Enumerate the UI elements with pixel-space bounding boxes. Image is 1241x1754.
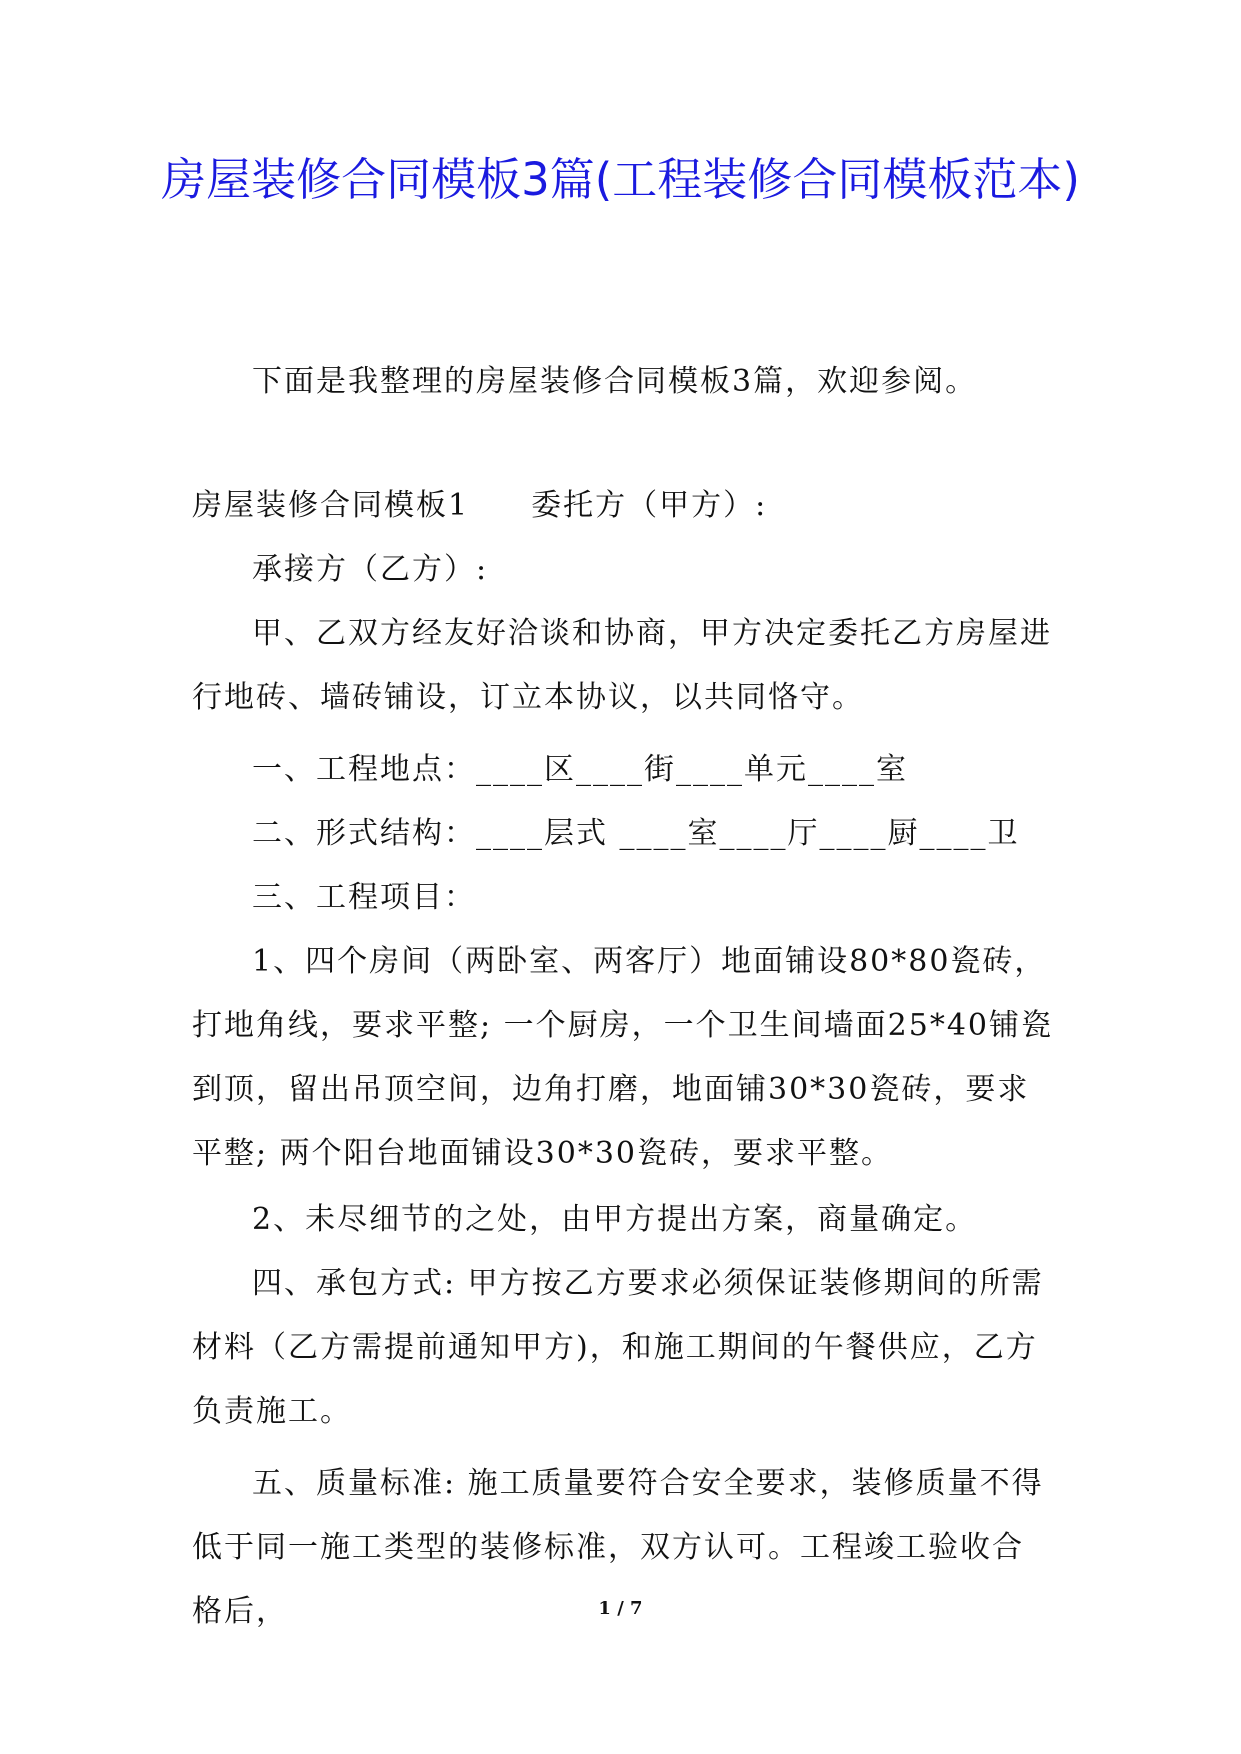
- party-b-label: 承接方（乙方）:: [252, 552, 489, 587]
- model-1-label: 房屋装修合同模板1: [192, 488, 470, 523]
- intro-paragraph: 下面是我整理的房屋装修合同模板3篇，欢迎参阅。: [252, 364, 978, 399]
- item-2-paragraph: 2、未尽细节的之处，由甲方提出方案，商量确定。: [252, 1202, 978, 1237]
- contract-mode-paragraph: 四、承包方式: 甲方按乙方要求必须保证装修期间的所需材料（乙方需提前通知甲方)，和施工期间的午餐供应，乙方负责施工。: [192, 1266, 1044, 1429]
- location-clause: 一、工程地点：____区____街____单元____室: [252, 752, 908, 787]
- quality-standard-paragraph: 五、质量标准: 施工质量要符合安全要求，装修质量不得低于同一施工类型的装修标准，双方认可。工程竣工验收合格后，: [192, 1466, 1044, 1629]
- agreement-paragraph: 甲、乙双方经友好洽谈和协商，甲方决定委托乙方房屋进行地砖、墙砖铺设，订立本协议，以共同恪守。: [192, 616, 1052, 715]
- page-indicator: 1 / 7: [598, 1598, 643, 1619]
- item-1-paragraph: 1、四个房间（两卧室、两客厅）地面铺设80*80瓷砖，打地角线，要求平整; 一个厨房，一个卫生间墙面25*40铺瓷到顶，留出吊顶空间，边角打磨，地面铺30*30瓷砖，要求平整; 两个阳台地面铺设30*30瓷砖，要求平整。: [192, 944, 1053, 1171]
- items-heading: 三、工程项目：: [252, 880, 476, 915]
- party-a-label: 委托方（甲方）:: [531, 488, 768, 523]
- model-1-heading-line: [192, 474, 1054, 538]
- document-title: 房屋装修合同模板3篇(工程装修合同模板范本): [161, 153, 1080, 206]
- structure-clause: 二、形式结构：____层式 ____室____厅____厨____卫: [252, 816, 1020, 851]
